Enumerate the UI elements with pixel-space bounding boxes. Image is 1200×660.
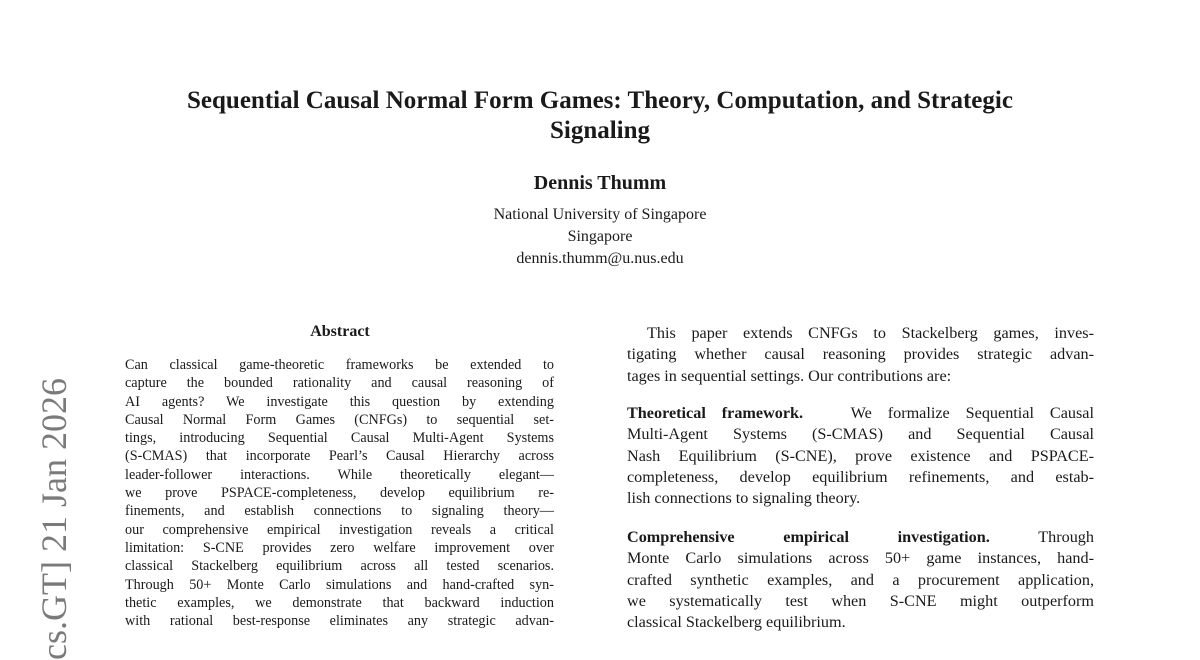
paragraph-text: Through [1038,528,1094,546]
abstract-line: tings, introducing Sequential Causal Multi-Agent Systems [125,430,554,447]
abstract-line: Can classical game-theoretic frameworks be extended to [125,357,554,373]
paragraph-line: tigating whether causal reasoning provides strategic advan- [627,345,1094,364]
author-email: dennis.thumm@u.nus.edu [516,250,684,267]
author-name: Dennis Thumm [533,172,667,194]
abstract-heading: Abstract [310,323,370,340]
abstract-line: Causal Normal Form Games (CNFGs) to sequential set- [125,411,554,428]
contribution-theoretical-framework [627,403,1094,509]
paragraph-line: Monte Carlo simulations across 50+ game instances, hand- [627,549,1094,568]
paper-title-line-1: Sequential Causal Normal Form Games: Theory, Computation, and Strategic [187,87,1013,114]
paper-title-line-2: Signaling [549,117,651,144]
abstract-line: (S-CMAS) that incorporate Pearl’s Causal Hierarchy across [125,448,554,465]
author-location: Singapore [567,228,633,245]
abstract-body [125,356,554,630]
author-affiliation: National University of Singapore [493,206,707,223]
paragraph-line: Nash Equilibrium (S-CNE), prove existence and PSPACE- [627,446,1094,465]
paragraph-line: completeness, develop equilibrium refinements, and estab- [627,467,1094,486]
paragraph-line: tages in sequential settings. Our contributions are: [627,366,952,385]
paragraph-line: crafted synthetic examples, and a procurement application, [627,570,1094,589]
intro-paragraph-contributions [627,323,1094,387]
arxiv-identifier-stamp: cs.GT] 21 Jan 2026 [34,378,74,660]
paragraph-line: Multi-Agent Systems (S-CMAS) and Sequential Causal [627,425,1094,444]
abstract-line: limitation: S-CNE provides zero welfare improvement over [125,539,554,556]
paragraph-line: classical Stackelberg equilibrium. [627,613,846,632]
abstract-line: we prove PSPACE-completeness, develop equilibrium re- [125,485,554,502]
abstract-line: finements, and establish connections to signaling theory— [125,503,554,520]
abstract-line: leader-follower interactions. While theoretically elegant— [125,466,554,483]
paragraph-line: we systematically test when S-CNE might outperform [627,591,1094,610]
contribution-empirical-investigation [627,527,1094,633]
contribution-heading: Comprehensive empirical investigation. [627,528,990,546]
abstract-line: our comprehensive empirical investigation reveals a critical [125,521,554,538]
abstract-line: AI agents? We investigate this question by extending [125,393,554,410]
abstract-line: classical Stackelberg equilibrium across all tested scenarios. [125,558,554,575]
paragraph-line: This paper extends CNFGs to Stackelberg games, inves- [647,324,1094,342]
paragraph-line [627,527,1094,548]
abstract-line: Through 50+ Monte Carlo simulations and hand-crafted syn- [125,576,554,593]
paragraph-line: lish connections to signaling theory. [627,489,861,508]
paragraph-text: We formalize Sequential Causal [850,404,1094,422]
abstract-line: thetic examples, we demonstrate that backward induction [125,594,554,611]
contribution-heading: Theoretical framework. [627,404,804,422]
paragraph-line [627,403,1094,424]
abstract-line: capture the bounded rationality and causal reasoning of [125,375,554,392]
abstract-line: with rational best-response eliminates any strategic advan- [125,613,554,630]
paper-title [100,86,1100,146]
